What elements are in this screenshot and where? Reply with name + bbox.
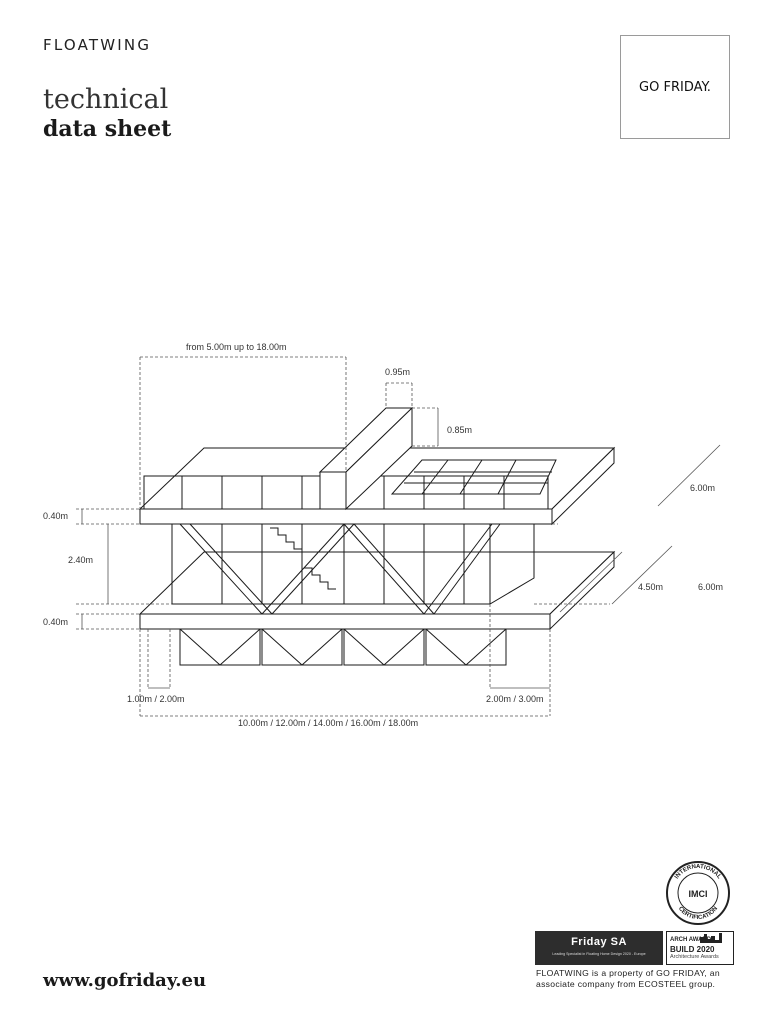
dim-left-overhang: 1.00m / 2.00m bbox=[127, 694, 185, 704]
seal-bottom-text: CERTIFICATION bbox=[676, 905, 720, 922]
award-friday-sa bbox=[535, 931, 663, 965]
dim-right-overhang: 2.00m / 3.00m bbox=[486, 694, 544, 704]
dim-top-length: from 5.00m up to 18.00m bbox=[186, 342, 287, 352]
pontoon-1 bbox=[180, 629, 260, 665]
award-build-subtitle: Architecture Awards bbox=[670, 954, 719, 960]
base-front-face bbox=[140, 614, 550, 629]
logo-text: GO FRIDAY. bbox=[639, 79, 711, 95]
dim-roof-thickness: 0.40m bbox=[43, 511, 69, 521]
dim-base-depth: 6.00m bbox=[698, 582, 724, 592]
pontoon-2 bbox=[262, 629, 342, 665]
pontoon-3 bbox=[344, 629, 424, 665]
seal-center-text: IMCI bbox=[688, 889, 708, 899]
dim-module-width: 0.95m bbox=[385, 367, 411, 377]
award-build-title: BUILD 2020 bbox=[670, 945, 715, 954]
pontoon-4 bbox=[426, 629, 506, 665]
award-friday-subtitle: Leading Specialist in Floating Home Design 2020 - Europe bbox=[552, 952, 646, 956]
go-friday-logo bbox=[620, 35, 730, 139]
website-link[interactable]: www.gofriday.eu bbox=[43, 970, 207, 991]
award-friday-title: Friday SA bbox=[571, 936, 627, 948]
award-build-2020 bbox=[666, 931, 734, 965]
house-body bbox=[172, 524, 490, 604]
title-data-sheet: data sheet bbox=[43, 116, 172, 142]
award-build-small: ARCH AWARDS bbox=[670, 937, 716, 943]
dim-upper-depth: 6.00m bbox=[690, 483, 716, 493]
dim-base-thickness: 0.40m bbox=[43, 617, 69, 627]
technical-drawing bbox=[0, 330, 768, 750]
dim-module-height: 0.85m bbox=[447, 425, 473, 435]
dim-total-length: 10.00m / 12.00m / 14.00m / 16.00m / 18.00m bbox=[238, 718, 419, 728]
roof-module-front bbox=[320, 472, 346, 509]
title-technical: technical bbox=[43, 84, 169, 115]
ownership-note: FLOATWING is a property of GO FRIDAY, an associate company from ECOSTEEL group. bbox=[536, 968, 720, 989]
roof-front-face bbox=[140, 509, 552, 524]
seal-top-text: INTERNATIONAL bbox=[673, 863, 722, 881]
dim-deck-depth: 4.50m bbox=[638, 582, 664, 592]
dim-floor-height: 2.40m bbox=[68, 555, 94, 565]
brand-wordmark: FLOATWING bbox=[43, 36, 152, 54]
imci-certification-seal bbox=[665, 860, 731, 926]
